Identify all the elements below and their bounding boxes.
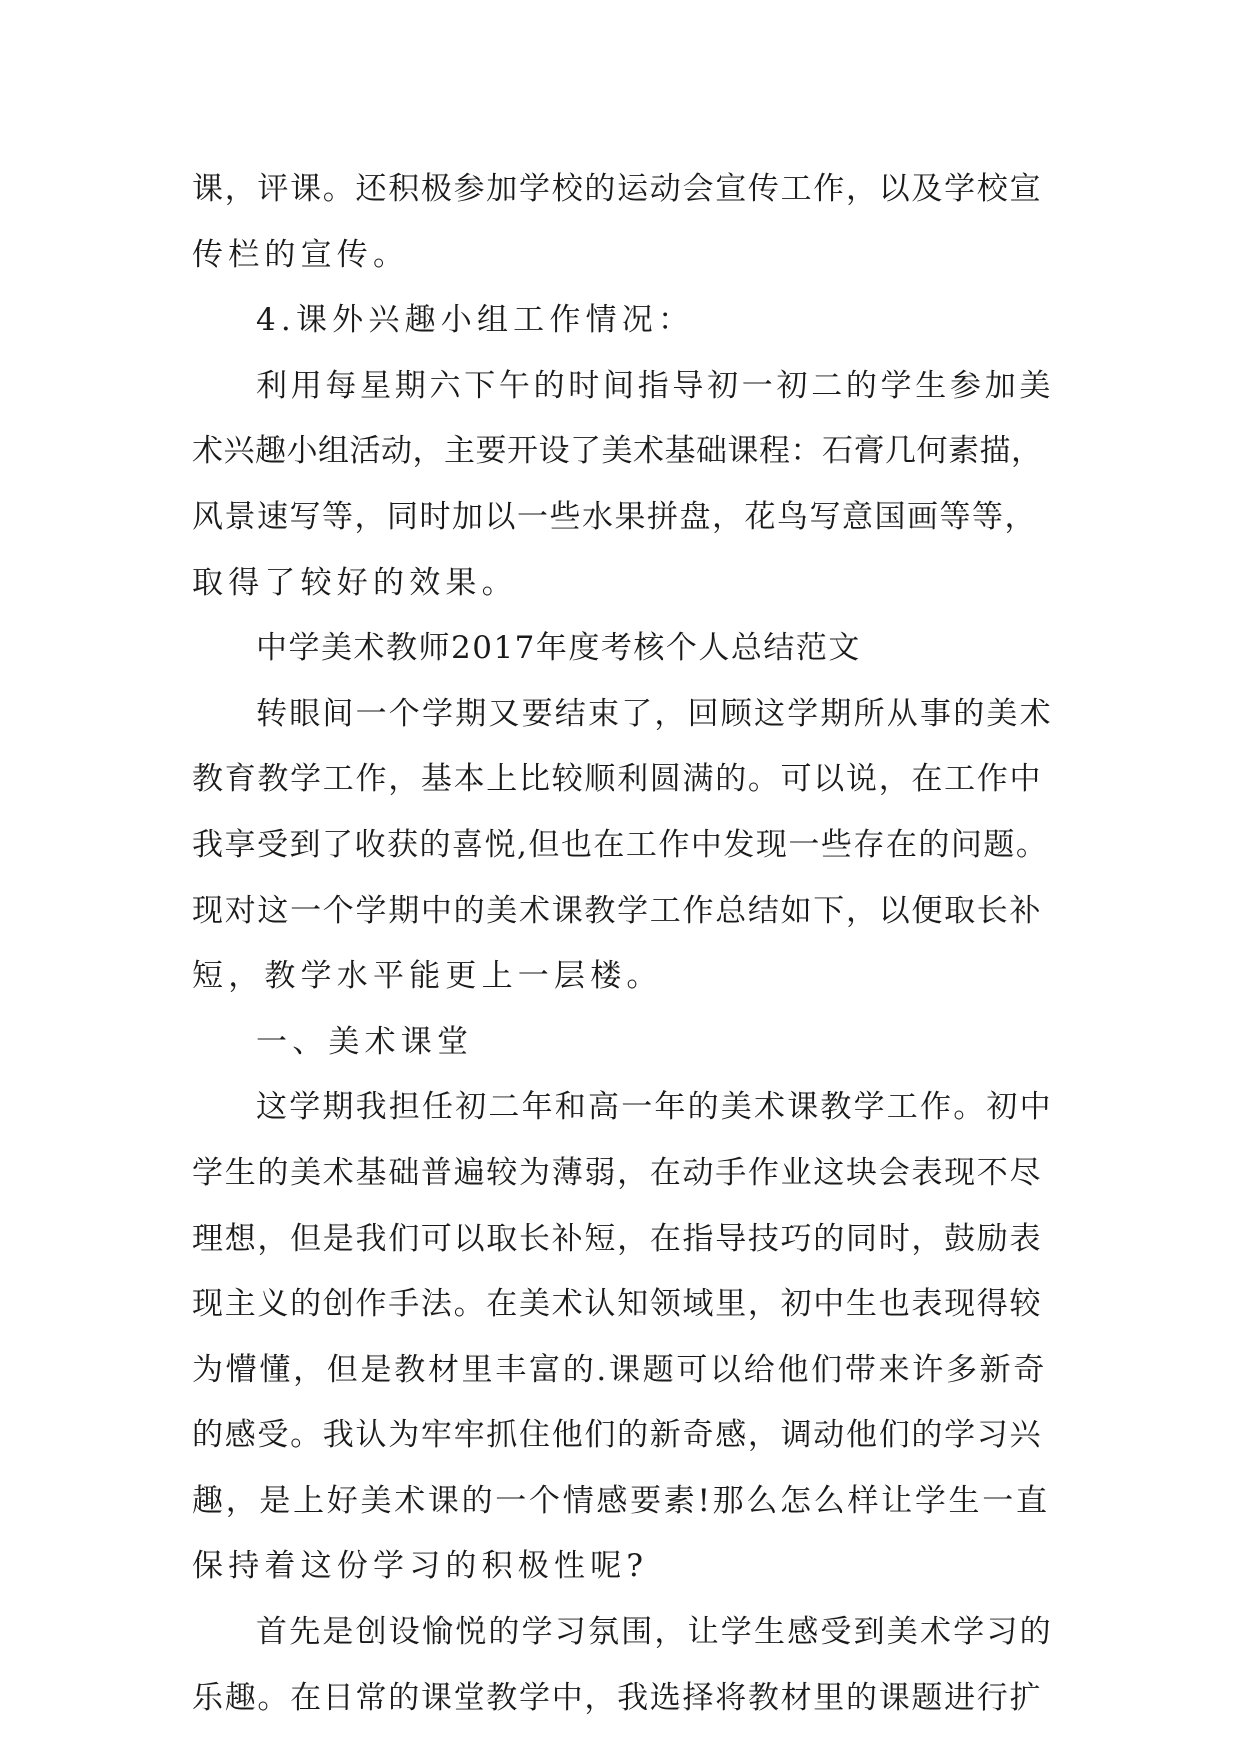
text-line: 学生的美术基础普遍较为薄弱，在动手作业这块会表现不尽 bbox=[192, 1154, 1043, 1191]
text-line: 利用每星期六下午的时间指导初一初二的学生参加美 bbox=[256, 367, 1055, 404]
text-line: 传栏的宣传。 bbox=[192, 236, 410, 273]
text-line: 取得了较好的效果。 bbox=[192, 564, 518, 601]
document-body bbox=[192, 157, 1054, 1731]
text-line: 现主义的创作手法。在美术认知领域里，初中生也表现得较 bbox=[192, 1286, 1043, 1323]
text-line: 保持着这份学习的积极性呢? bbox=[192, 1548, 649, 1585]
text-line: 风景速写等，同时加以一些水果拼盘，花鸟写意国画等等， bbox=[192, 498, 1037, 535]
text-line: 为懵懂，但是教材里丰富的.课题可以给他们带来许多新奇 bbox=[192, 1351, 1048, 1388]
text-line: 课，评课。还积极参加学校的运动会宣传工作，以及学校宣 bbox=[192, 171, 1043, 207]
section-heading: 4.课外兴趣小组工作情况： bbox=[256, 302, 695, 339]
text-line: 我享受到了收获的喜悦,但也在工作中发现一些存在的问题。 bbox=[192, 826, 1049, 863]
text-line: 短，教学水平能更上一层楼。 bbox=[192, 958, 663, 995]
text-line: 理想，但是我们可以取长补短，在指导技巧的同时，鼓励表 bbox=[192, 1220, 1043, 1257]
text-line: 乐趣。在日常的课堂教学中，我选择将教材里的课题进行扩 bbox=[192, 1679, 1043, 1716]
text-line: 首先是创设愉悦的学习氛围，让学生感受到美术学习的 bbox=[256, 1614, 1053, 1651]
text-line: 术兴趣小组活动，主要开设了美术基础课程：石膏几何素描， bbox=[192, 433, 1043, 470]
text-line: 现对这一个学期中的美术课教学工作总结如下，以便取长补 bbox=[192, 892, 1043, 929]
text-line: 转眼间一个学期又要结束了，回顾这学期所从事的美术 bbox=[256, 695, 1053, 732]
text-line: 教育教学工作，基本上比较顺利圆满的。可以说，在工作中 bbox=[192, 761, 1043, 798]
article-title: 中学美术教师2017年度考核个人总结范文 bbox=[256, 630, 861, 667]
text-line: 趣，是上好美术课的一个情感要素!那么怎么样让学生一直 bbox=[192, 1482, 1050, 1519]
text-line: 这学期我担任初二年和高一年的美术课教学工作。初中 bbox=[256, 1089, 1053, 1126]
text-line: 的感受。我认为牢牢抓住他们的新奇感，调动他们的学习兴 bbox=[192, 1417, 1043, 1454]
section-heading: 一、美术课堂 bbox=[256, 1023, 474, 1060]
